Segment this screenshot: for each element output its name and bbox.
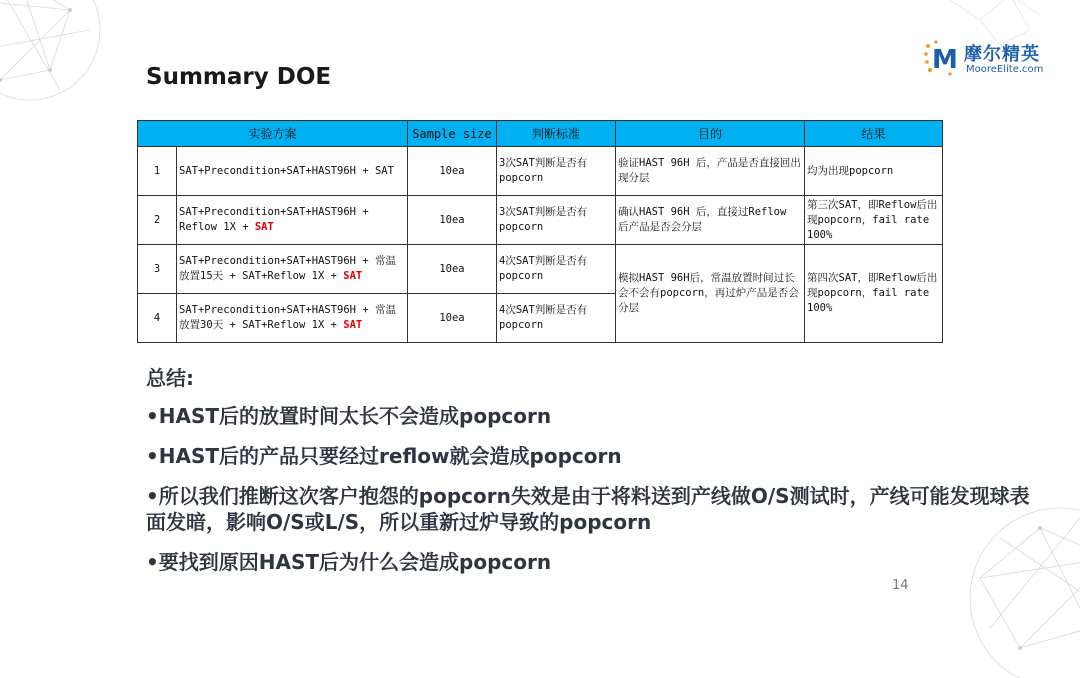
sample-size: 10ea <box>408 294 497 343</box>
purpose: 验证HAST 96H 后，产品是否直接回出现分层 <box>616 147 805 196</box>
table-row <box>138 147 943 196</box>
sample-size: 10ea <box>408 147 497 196</box>
logo-letter: M <box>932 45 958 75</box>
sample-size: 10ea <box>408 196 497 245</box>
result: 第四次SAT，即Reflow后出现popcorn，fail rate 100% <box>805 245 943 343</box>
row-number: 1 <box>138 147 177 196</box>
header-criteria: 判断标准 <box>497 121 616 147</box>
summary-heading: 总结: <box>146 366 194 390</box>
judgement-criteria: 4次SAT判断是否有popcorn <box>497 245 616 294</box>
judgement-criteria: 3次SAT判断是否有popcorn <box>497 147 616 196</box>
table-row <box>138 245 943 294</box>
experiment-plan: SAT+Precondition+SAT+HAST96H + Reflow 1X + SAT <box>177 196 408 245</box>
row-number: 4 <box>138 294 177 343</box>
judgement-criteria: 4次SAT判断是否有popcorn <box>497 294 616 343</box>
purpose: 模拟HAST 96H后，常温放置时间过长会不会有popcorn，再过炉产品是否会分层 <box>616 245 805 343</box>
header-result: 结果 <box>805 121 943 147</box>
doe-table <box>137 120 943 343</box>
sample-size: 10ea <box>408 245 497 294</box>
summary-section <box>146 362 1046 589</box>
experiment-plan: SAT+Precondition+SAT+HAST96H + 常温放置15天 + SAT+Reflow 1X + SAT <box>177 245 408 294</box>
summary-bullet: •所以我们推断这次客户抱怨的popcorn失效是由于将料送到产线做O/S测试时，产线可能发现球表面发暗，影响O/S或L/S，所以重新过炉导致的popcorn <box>146 484 1030 534</box>
experiment-plan: SAT+Precondition+SAT+HAST96H + SAT <box>177 147 408 196</box>
summary-bullet: •要找到原因HAST后为什么会造成popcorn <box>146 550 552 574</box>
slide-title: Summary DOE <box>146 64 332 90</box>
table-row <box>138 196 943 245</box>
result: 均为出现popcorn <box>805 147 943 196</box>
logo-chinese-name: 摩尔精英 <box>964 44 1040 65</box>
page-number: 14 <box>892 578 909 593</box>
header-plan: 实验方案 <box>138 121 408 147</box>
company-logo <box>924 36 1064 84</box>
summary-bullet: •HAST后的产品只要经过reflow就会造成popcorn <box>146 444 622 468</box>
result: 第三次SAT，即Reflow后出现popcorn，fail rate 100% <box>805 196 943 245</box>
experiment-plan: SAT+Precondition+SAT+HAST96H + 常温放置30天 + SAT+Reflow 1X + SAT <box>177 294 408 343</box>
moore-elite-logo-icon <box>924 38 958 78</box>
logo-website: MooreElite.com <box>966 64 1044 75</box>
header-sample-size: Sample size <box>408 121 497 147</box>
row-number: 3 <box>138 245 177 294</box>
row-number: 2 <box>138 196 177 245</box>
table-header-row <box>138 121 943 147</box>
purpose: 确认HAST 96H 后，直接过Reflow 后产品是否会分层 <box>616 196 805 245</box>
header-purpose: 目的 <box>616 121 805 147</box>
network-decoration-top-left <box>0 0 160 140</box>
judgement-criteria: 3次SAT判断是否有popcorn <box>497 196 616 245</box>
summary-bullet: •HAST后的放置时间太长不会造成popcorn <box>146 404 552 428</box>
